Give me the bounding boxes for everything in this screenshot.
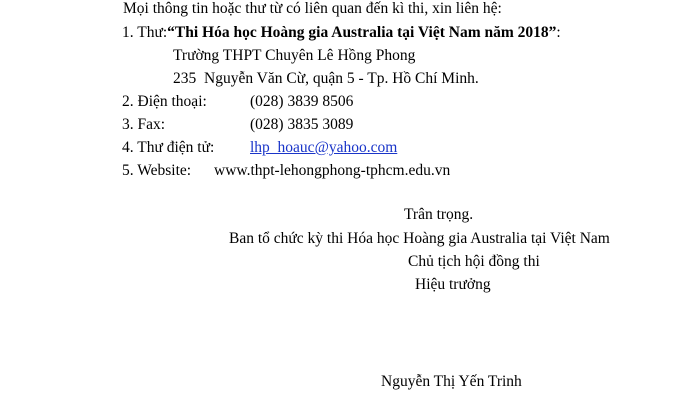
principal-title: Hiệu trưởng xyxy=(415,276,491,293)
email-label-text: Thư điện tử: xyxy=(137,139,215,156)
fax-value: (028) 3835 3089 xyxy=(250,116,354,133)
address-street: Nguyễn Văn Cừ, quận 5 - Tp. Hồ Chí Minh. xyxy=(204,70,479,87)
fax-label xyxy=(122,116,165,134)
fax-number-index: 3. xyxy=(122,116,134,133)
address-number: 235 xyxy=(173,70,197,87)
phone-number-index: 2. xyxy=(122,93,134,110)
website-value: www.thpt-lehongphong-tphcm.edu.vn xyxy=(214,162,451,179)
regards-text: Trân trọng. xyxy=(404,206,474,223)
phone-label-text: Điện thoại: xyxy=(137,93,207,110)
website-label-text: Website: xyxy=(137,162,192,179)
website-label xyxy=(122,162,191,180)
phone-label xyxy=(122,93,207,111)
contest-title: “Thi Hóa học Hoàng gia Australia tại Việt Nam năm 2018” xyxy=(167,24,557,41)
school-address xyxy=(173,70,479,88)
mail-suffix: : xyxy=(556,24,561,41)
email-label xyxy=(122,139,214,157)
mail-label: Thư: xyxy=(137,24,168,41)
school-name: Trường THPT Chuyên Lê Hồng Phong xyxy=(173,47,416,64)
website-number-index: 5. xyxy=(122,162,134,179)
phone-value: (028) 3839 8506 xyxy=(250,93,354,110)
mail-item xyxy=(122,24,561,42)
intro-text: Mọi thông tin hoặc thư từ có liên quan đến kì thi, xin liên hệ: xyxy=(123,0,502,17)
organizer-text: Ban tổ chức kỳ thi Hóa học Hoàng gia Australia tại Việt Nam xyxy=(229,230,610,247)
email-link[interactable]: lhp_hoauc@yahoo.com xyxy=(250,139,398,156)
email-number-index: 4. xyxy=(122,139,134,156)
mail-number: 1. xyxy=(122,24,134,41)
signer-name: Nguyễn Thị Yến Trinh xyxy=(381,373,522,390)
fax-label-text: Fax: xyxy=(137,116,166,133)
chair-title: Chủ tịch hội đồng thi xyxy=(408,253,540,270)
